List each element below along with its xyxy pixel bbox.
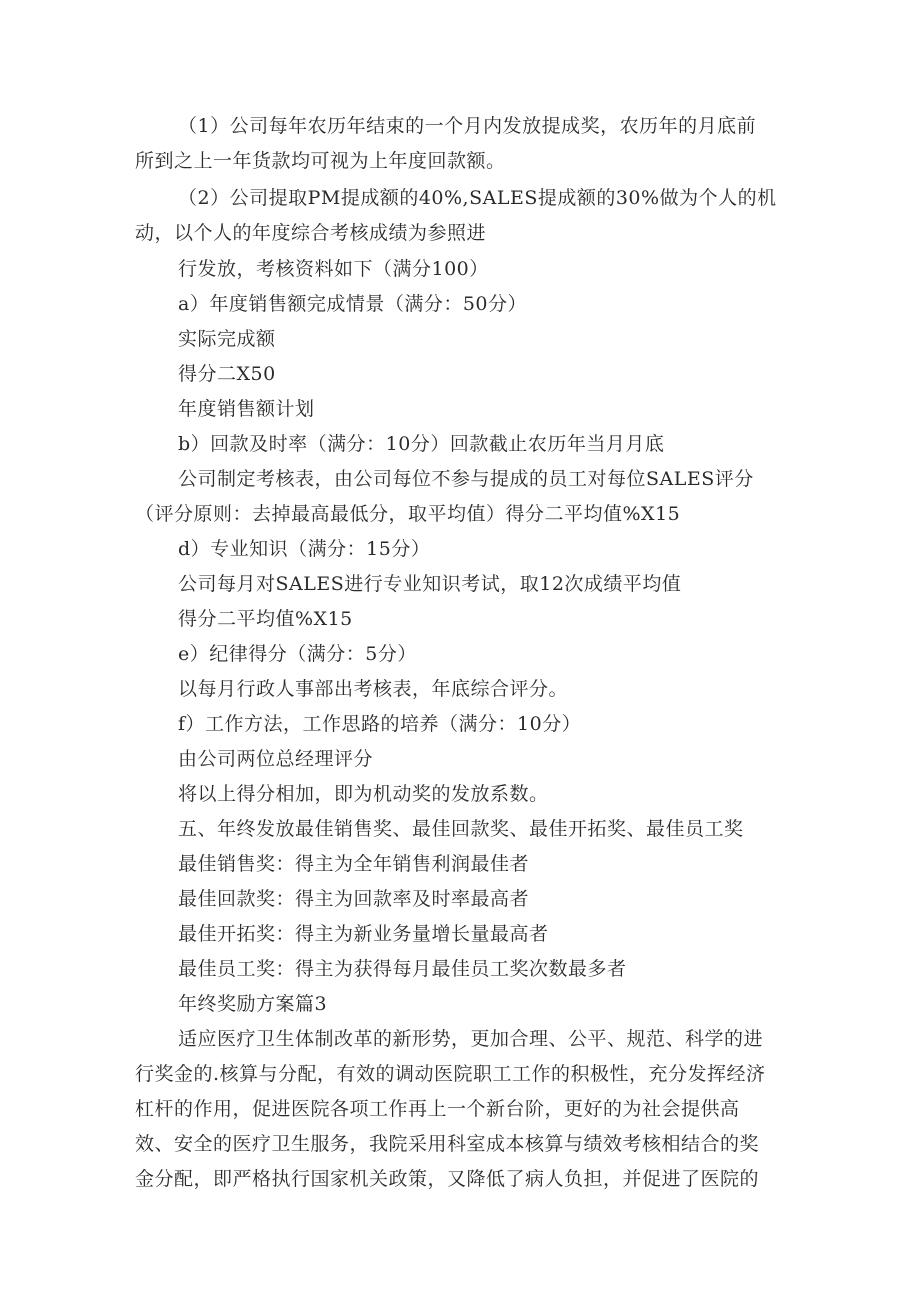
text-line: 得分二X50 [178, 363, 276, 385]
text-line: 以每月行政人事部出考核表，年底综合评分。 [178, 678, 569, 700]
text-line: 行发放，考核资料如下（满分100） [178, 258, 489, 280]
text-line: 杠杆的作用，促进医院各项工作再上一个新台阶，更好的为社会提供高 [135, 1098, 740, 1120]
text-line: 年终奖励方案篇3 [178, 993, 328, 1015]
text-line: a）年度销售额完成情景（满分：50分） [178, 293, 528, 315]
text-line: d）专业知识（满分：15分） [178, 538, 431, 560]
text-line: 金分配，即严格执行国家机关政策，又降低了病人负担，并促进了医院的 [135, 1168, 760, 1190]
text-line: 由公司两位总经理评分 [178, 748, 374, 770]
text-line: 最佳回款奖：得主为回款率及时率最高者 [178, 888, 530, 910]
text-line: 效、安全的医疗卫生服务，我院采用科室成本核算与绩效考核相结合的奖 [135, 1133, 760, 1155]
text-line: 行奖金的.核算与分配，有效的调动医院职工工作的积极性，充分发挥经济 [135, 1063, 766, 1085]
text-line: （2）公司提取PM提成额的40%,SALES提成额的30%做为个人的机 [178, 187, 777, 209]
text-line: 适应医疗卫生体制改革的新形势，更加合理、公平、规范、科学的进 [178, 1028, 764, 1050]
text-line: 将以上得分相加，即为机动奖的发放系数。 [178, 783, 549, 805]
text-line: 公司制定考核表，由公司每位不参与提成的员工对每位SALES评分 [178, 468, 754, 490]
text-line: b）回款及时率（满分：10分）回款截止农历年当月月底 [178, 433, 665, 455]
text-line: 所到之上一年货款均可视为上年度回款额。 [135, 150, 506, 172]
text-line: 最佳员工奖：得主为获得每月最佳员工奖次数最多者 [178, 958, 627, 980]
text-line: （1）公司每年农历年结束的一个月内发放提成奖，农历年的月底前 [178, 115, 757, 137]
text-line: 动，以个人的年度综合考核成绩为参照进 [135, 222, 487, 244]
text-line: 年度销售额计划 [178, 398, 315, 420]
text-line: e）纪律得分（满分：5分） [178, 643, 417, 665]
text-line: 最佳销售奖：得主为全年销售利润最佳者 [178, 853, 530, 875]
text-line: 得分二平均值%X15 [178, 608, 353, 630]
text-line: 最佳开拓奖：得主为新业务量增长量最高者 [178, 923, 549, 945]
text-line: 实际完成额 [178, 328, 276, 350]
text-line: 五、年终发放最佳销售奖、最佳回款奖、最佳开拓奖、最佳员工奖 [178, 818, 744, 840]
text-line: f）工作方法，工作思路的培养（满分：10分） [178, 713, 582, 735]
text-line: 公司每月对SALES进行专业知识考试，取12次成绩平均值 [178, 573, 682, 595]
text-line: （评分原则：去掉最高最低分，取平均值）得分二平均值%X15 [135, 503, 681, 525]
